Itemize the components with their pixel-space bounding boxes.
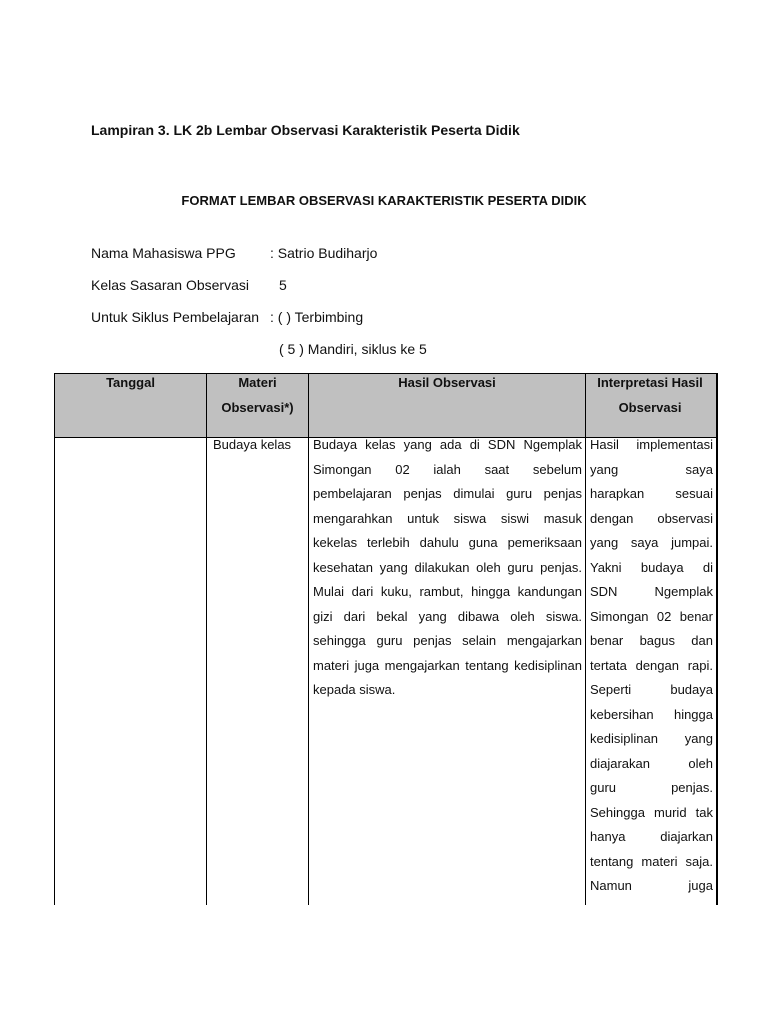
kelas-value: 5 [279, 277, 287, 293]
interpretasi-line: tertata dengan rapi. [590, 657, 713, 673]
siklus-terbimbing: : ( ) Terbimbing [270, 309, 364, 325]
nama-value: : Satrio Budiharjo [270, 245, 378, 261]
interpretasi-line: guru penjas. [590, 780, 713, 795]
cell-interpretasi [590, 433, 713, 899]
cell-hasil: Budaya kelas yang ada di SDN Ngemplak Simongan 02 ialah saat sebelum pembelajaran penjas dimulai guru penjas mengarahkan untuk siswa siswi masuk kekelas terlebih dahulu guna pemeriksaan kesehatan yang dilakukan oleh guru penjas. Mulai dari kuku, rambut, hingga kandungan gizi dari bekal yang dibawa oleh siswa. sehingga guru penjas selain mengajarkan materi juga mengajarkan tentang kedisiplinan kepada siswa. [313, 437, 582, 697]
interpretasi-line: yang saya [590, 461, 713, 477]
interpretasi-line: hanya diajarkan [590, 829, 713, 844]
interpretasi-line: Hasil implementasi [590, 437, 713, 452]
header-interpretasi: Interpretasi Hasil Observasi [597, 375, 703, 415]
interpretasi-line: Namun juga [590, 878, 713, 893]
interpretasi-line: diajarakan oleh [590, 755, 713, 771]
format-title: FORMAT LEMBAR OBSERVASI KARAKTERISTIK PESERTA DIDIK [181, 193, 587, 208]
interpretasi-line: dengan observasi [590, 510, 713, 526]
interpretasi-line: Simongan 02 benar [590, 608, 713, 624]
header-tanggal: Tanggal [106, 375, 155, 390]
interpretasi-line: Yakni budaya di [590, 559, 713, 575]
header-hasil: Hasil Observasi [398, 375, 496, 390]
siklus-mandiri: ( 5 ) Mandiri, siklus ke 5 [279, 341, 427, 357]
interpretasi-line: tentang materi saja. [590, 853, 713, 869]
interpretasi-line: Seperti budaya [590, 682, 713, 697]
interpretasi-line: Sehingga murid tak [590, 804, 713, 820]
observation-table [54, 373, 718, 905]
page-heading: Lampiran 3. LK 2b Lembar Observasi Karakteristik Peserta Didik [91, 122, 520, 138]
header-materi: Materi Observasi*) [221, 375, 294, 415]
cell-materi: Budaya kelas [213, 437, 292, 452]
column-divider [585, 374, 586, 905]
interpretasi-line: SDN Ngemplak [590, 584, 713, 599]
siklus-label: Untuk Siklus Pembelajaran [91, 309, 260, 325]
interpretasi-line: yang saya jumpai. [590, 535, 713, 550]
interpretasi-line: kebersihan hingga [590, 706, 713, 722]
interpretasi-line: kedisiplinan yang [590, 731, 713, 746]
column-divider [308, 374, 309, 905]
interpretasi-line: benar bagus dan [590, 633, 713, 648]
interpretasi-line: harapkan sesuai [590, 486, 713, 501]
column-divider [206, 374, 207, 905]
kelas-label: Kelas Sasaran Observasi [91, 277, 249, 293]
nama-label: Nama Mahasiswa PPG [91, 245, 236, 261]
